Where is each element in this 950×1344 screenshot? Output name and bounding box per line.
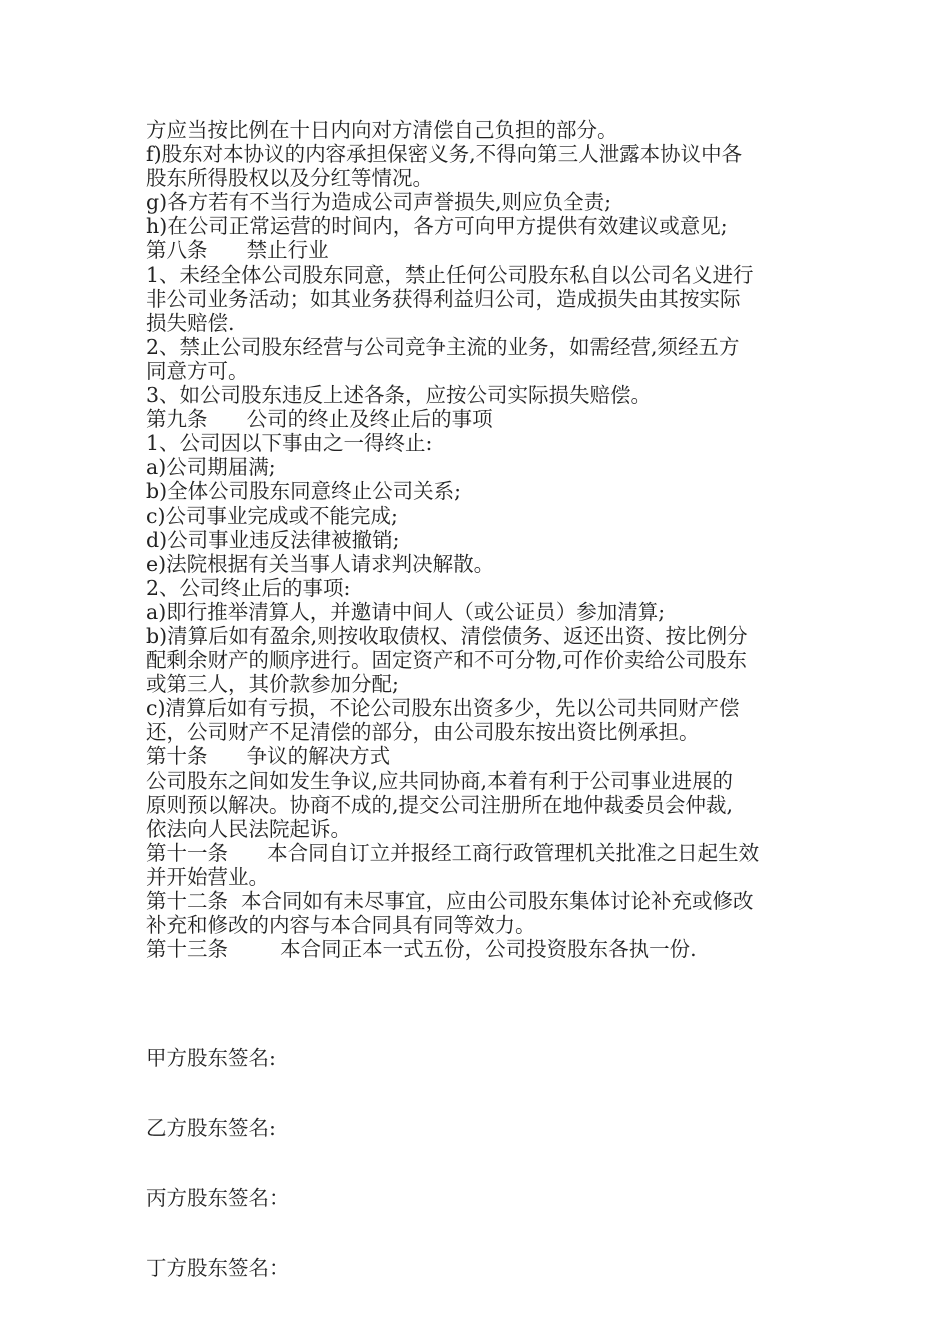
text-line: 1、未经全体公司股东同意，禁止任何公司股东私自以公司名义进行 <box>146 262 754 287</box>
article-heading: 第十三条 本合同正本一式五份，公司投资股东各执一份. <box>146 937 697 962</box>
text-line: e)法院根据有关当事人请求判决解散。 <box>146 551 495 576</box>
text-line: b)全体公司股东同意终止公司关系; <box>146 479 462 504</box>
signature-party-d: 丁方股东签名： <box>146 1256 290 1280</box>
article-heading: 第八条 禁止行业 <box>146 238 329 263</box>
text-line: 补充和修改的内容与本合同具有同等效力。 <box>146 913 536 938</box>
text-line: a)公司期届满; <box>146 455 276 480</box>
text-line: 配剩余财产的顺序进行。固定资产和不可分物,可作价卖给公司股东 <box>146 648 748 673</box>
signature-party-c: 丙方股东签名： <box>146 1186 290 1210</box>
text-line: 原则预以解决。协商不成的,提交公司注册所在地仲裁委员会仲裁, <box>146 792 734 817</box>
signature-party-a: 甲方股东签名: <box>146 1046 276 1070</box>
text-line: 或第三人，其价款参加分配; <box>146 672 399 697</box>
article-heading: 第九条 公司的终止及终止后的事项 <box>146 407 493 432</box>
text-line: h)在公司正常运营的时间内，各方可向甲方提供有效建议或意见; <box>146 214 728 239</box>
text-line: 方应当按比例在十日内向对方清偿自己负担的部分。 <box>146 118 618 142</box>
text-line: 公司股东之间如发生争议,应共同协商,本着有利于公司事业进展的 <box>146 768 734 793</box>
text-line: 非公司业务活动；如其业务获得利益归公司，造成损失由其按实际 <box>146 286 741 311</box>
article-heading: 第十条 争议的解决方式 <box>146 744 391 769</box>
text-line: 2、公司终止后的事项: <box>146 575 351 600</box>
contract-body <box>146 118 826 961</box>
text-line: c)清算后如有亏损，不论公司股东出资多少，先以公司共同财产偿 <box>146 696 740 721</box>
text-line: 还，公司财产不足清偿的部分，由公司股东按出资比例承担。 <box>146 720 700 745</box>
text-line: a)即行推举清算人，并邀请中间人（或公证员）参加清算; <box>146 599 666 624</box>
signature-party-b: 乙方股东签名: <box>146 1116 276 1140</box>
text-line: b)清算后如有盈余,则按收取债权、清偿债务、返还出资、按比例分 <box>146 623 748 648</box>
text-line: g)各方若有不当行为造成公司声誉损失,则应负全责; <box>146 190 612 215</box>
text-line: 3、如公司股东违反上述各条，应按公司实际损失赔偿。 <box>146 383 652 408</box>
text-line: c)公司事业完成或不能完成; <box>146 503 398 528</box>
text-line: d)公司事业违反法律被撤销; <box>146 527 400 552</box>
text-line: 损失赔偿. <box>146 310 235 335</box>
signature-section <box>146 1044 290 1324</box>
text-line: 股东所得股权以及分红等情况。 <box>146 166 433 191</box>
text-line: 并开始营业。 <box>146 864 269 889</box>
article-heading: 第十一条 本合同自订立并报经工商行政管理机关批准之日起生效 <box>146 840 760 865</box>
article-heading: 第十二条 本合同如有未尽事宜，应由公司股东集体讨论补充或修改 <box>146 889 754 913</box>
text-line: 2、禁止公司股东经营与公司竞争主流的业务，如需经营,须经五方 <box>146 334 740 359</box>
text-line: 同意方可。 <box>146 358 249 383</box>
text-line: 依法向人民法院起诉。 <box>146 816 351 841</box>
text-line: f)股东对本协议的内容承担保密义务,不得向第三人泄露本协议中各 <box>146 142 743 167</box>
text-line: 1、公司因以下事由之一得终止: <box>146 431 433 456</box>
